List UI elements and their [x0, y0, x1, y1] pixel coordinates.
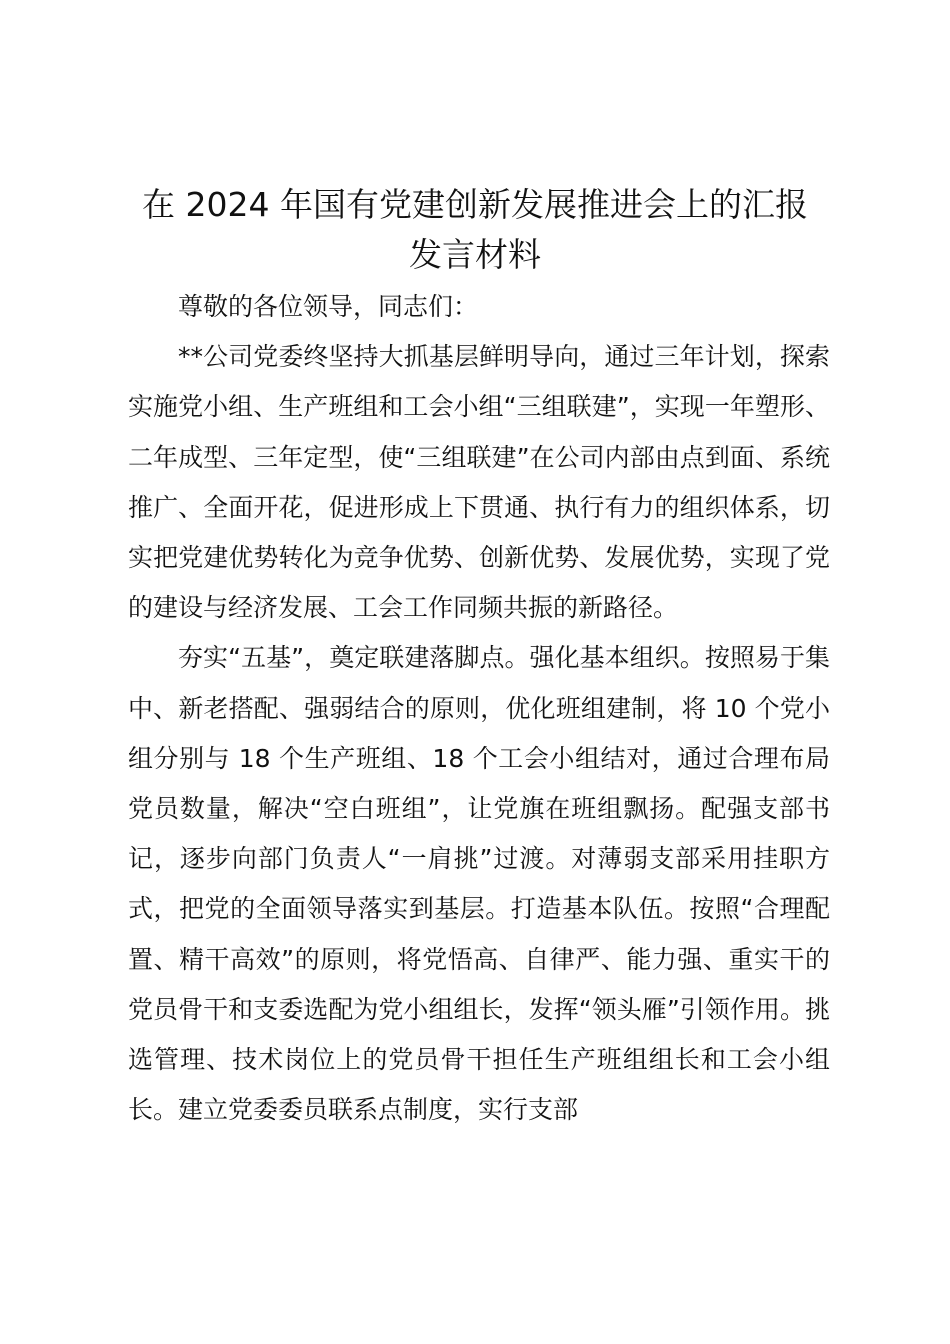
document-title — [110, 180, 840, 280]
salutation: 尊敬的各位领导，同志们： — [178, 292, 479, 321]
paragraph-five-foundations: 夯实“五基”，奠定联建落脚点。强化基本组织。按照易于集中、新老搭配、强弱结合的原则，优化班组建制，将 10 个党小组分别与 18 个生产班组、18 个工会小组结对，通过合理布局党员数量，解决“空白班组”，让党旗在班组飘扬。配强支部书记，逐步向部门负责人“一肩挑”过渡。对薄弱支部采用挂职方式，把党的全面领导落实到基层。打造基本队伍。按照“合理配置、精干高效”的原则，将党悟高、自律严、能力强、重实干的党员骨干和支委选配为党小组组长，发挥“领头雁”引领作用。挑选管理、技术岗位上的党员骨干担任生产班组组长和工会小组长。建立党委委员联系点制度，实行支部 — [128, 643, 830, 1125]
paragraph-intro: **公司党委终坚持大抓基层鲜明导向，通过三年计划，探索实施党小组、生产班组和工会小组“三组联建”，实现一年塑形、二年成型、三年定型，使“三组联建”在公司内部由点到面、系统推广、全面开花，促进形成上下贯通、执行有力的组织体系，切实把党建优势转化为竞争优势、创新优势、发展优势，实现了党的建设与经济发展、工会工作同频共振的新路径。 — [128, 342, 830, 623]
title-line-1: 在 2024 年国有党建创新发展推进会上的汇报 — [142, 185, 808, 224]
title-line-2: 发言材料 — [409, 235, 541, 274]
document-body — [128, 282, 830, 1135]
